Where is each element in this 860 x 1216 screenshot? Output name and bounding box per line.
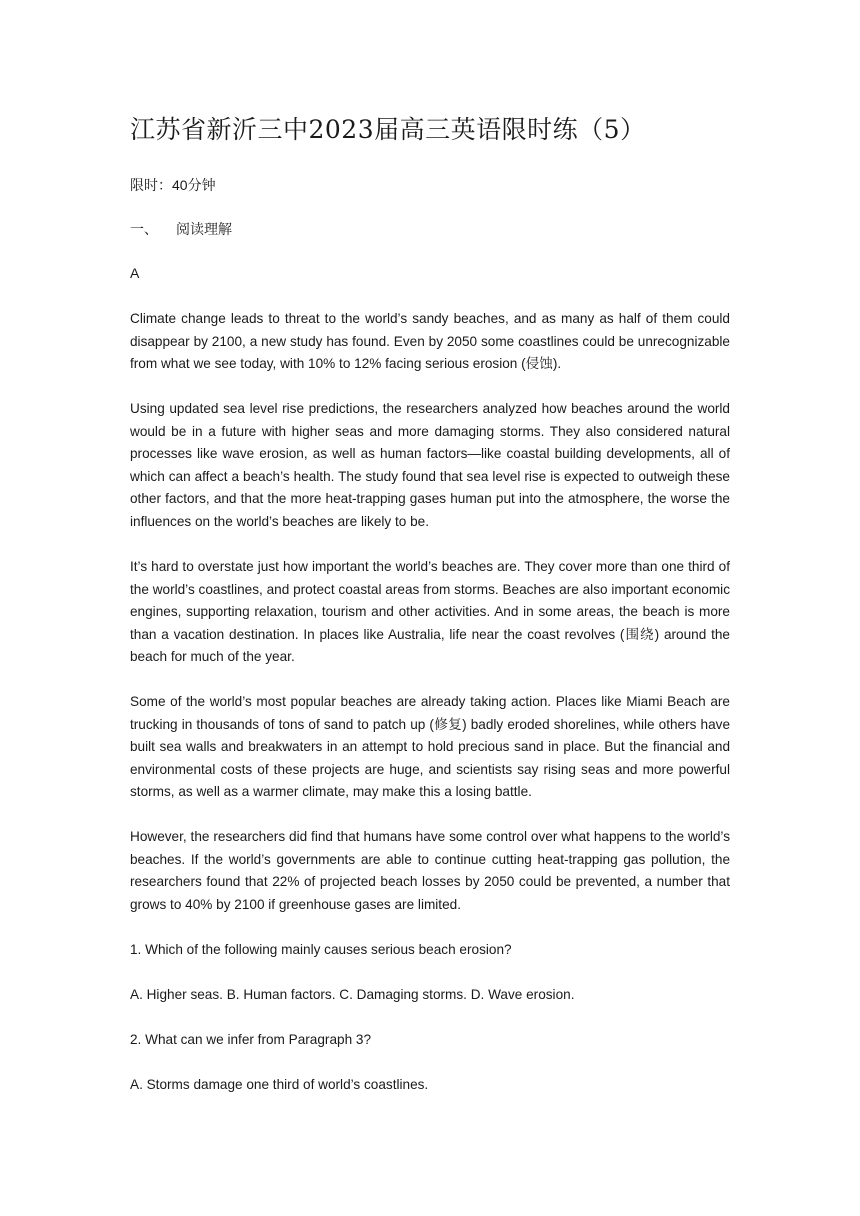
passage-paragraph-5: However, the researchers did find that humans have some control over what happens to the world’s beaches. If the world’s governments are able to continue cutting heat-trapping gas pollution, the researchers found that 22% of projected beach losses by 2050 could be prevented, a number that grows to 40% by 2100 if greenhouse gases are limited. <box>130 829 730 912</box>
section-number: 一、 <box>130 221 158 237</box>
passage-paragraph-4: Some of the world’s most popular beaches are already taking action. Places like Miami Beach are trucking in thousands of tons of sand to patch up (修复) badly eroded shorelines, while others have built sea walls and breakwaters in an attempt to hold precious sand in place. But the financial and environmental costs of these projects are huge, and scientists say rising seas and more powerful storms, as well as a warmer climate, may make this a losing battle. <box>130 694 730 800</box>
section-heading <box>130 219 232 239</box>
time-limit: 限时：40分钟 <box>130 177 216 193</box>
passage-paragraph-1: Climate change leads to threat to the world’s sandy beaches, and as many as half of them could disappear by 2100, a new study has found. Even by 2050 some coastlines could be unrecognizable from what we see today, with 10% to 12% facing serious erosion (侵蚀). <box>130 311 730 372</box>
question-2-option-a: A. Storms damage one third of world’s coastlines. <box>130 1077 429 1092</box>
document-title: 江苏省新沂三中2023届高三英语限时练（5） <box>130 115 646 144</box>
question-1-stem: 1. Which of the following mainly causes serious beach erosion? <box>130 942 512 957</box>
passage-label: A <box>130 265 140 281</box>
passage-paragraph-2: Using updated sea level rise predictions, the researchers analyzed how beaches around the world would be in a future with higher seas and more damaging storms. They also considered natural processes like wave erosion, as well as human factors—like coastal building developments, all of which can affect a beach’s health. The study found that sea level rise is expected to outweigh these other factors, and that the more heat-trapping gases human put into the atmosphere, the worse the influences on the world’s beaches are likely to be. <box>130 401 730 529</box>
question-2-stem: 2. What can we infer from Paragraph 3? <box>130 1032 372 1047</box>
section-name: 阅读理解 <box>176 221 232 237</box>
question-1-options: A. Higher seas. B. Human factors. C. Damaging storms. D. Wave erosion. <box>130 987 575 1002</box>
passage-paragraph-3: It’s hard to overstate just how important the world’s beaches are. They cover more than one third of the world’s coastlines, and protect coastal areas from storms. Beaches are also important economic engines, supporting relaxation, tourism and other activities. And in some areas, the beach is more than a vacation destination. In places like Australia, life near the coast revolves (围绕) around the beach for much of the year. <box>130 559 730 665</box>
